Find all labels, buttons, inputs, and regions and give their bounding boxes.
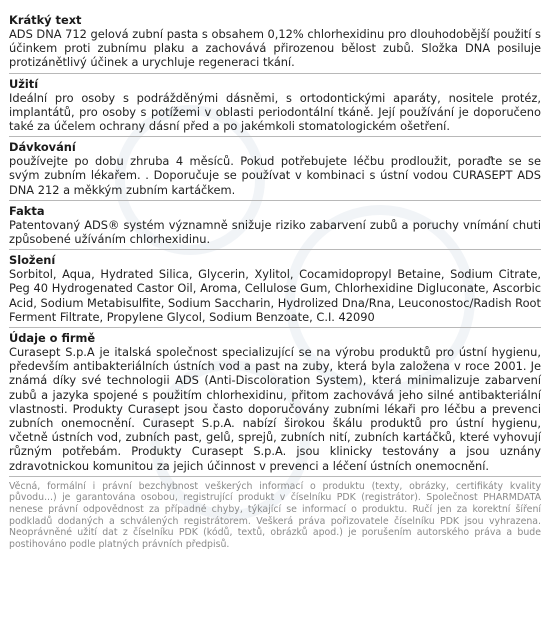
section-usage (9, 77, 541, 138)
section-body: Patentovaný ADS® systém významně snižuje riziko zabarvení zubů a poruchy vnímání chuti způsobené užíváním chlorhexidinu. (9, 217, 541, 247)
section-divider (9, 327, 541, 328)
section-body: ADS DNA 712 gelová zubní pasta s obsahem 0,12% chlorhexidinu pro dlouhodobější použití s účinkem proti zubnímu plaku a zachovává přirozenou bělost zubů. Složka DNA posiluje protizánětlivý účinek a urychluje regeneraci tkání. (9, 27, 541, 70)
section-composition (9, 253, 541, 328)
section-title: Dávkování (9, 140, 76, 155)
section-title: Krátký text (9, 13, 82, 27)
section-short-text (9, 13, 541, 74)
section-company-info (9, 331, 541, 477)
legal-disclaimer: Věcná, formální i právní bezchybnost veškerých informací o produktu (texty, obrázky, certifikáty kvality původu...) je garantována osobou, registrující produkt v číselníku PDK (registrátor). Společnost PHARMDATA nenese právní odpovědnost za případné chyby, týkající se informací o produktu. Ručí jen za korektní šíření podkladů dodaných a schválených registrátorem. Veškerá práva pořizovatele číselníku PDK jsou vyhrazena. Neoprávněné užití dat z číselníku PDK (kódů, textů, obrázků apod.) je porušením autorského práva a bude postihováno podle platných právních předpisů. (9, 480, 541, 550)
section-divider (9, 73, 541, 74)
section-divider (9, 476, 541, 477)
section-divider (9, 200, 541, 201)
section-body: používejte po dobu zhruba 4 měsíců. Pokud potřebujete léčbu prodloužit, poraďte se se svým zubním lékařem. . Doporučuje se používat v kombinaci s ústní vodou CURASEPT ADS DNA 212 a měkkým zubním kartáčkem. (9, 154, 541, 197)
section-body: Ideální pro osoby s podrážděnými dásněmi, s ortodontickými aparáty, nositele protéz, implantátů, pro osoby s potížemi v oblasti periodontální tkáně. Její používání je doporučeno také za účelem ochrany dásní před a po jakémkoli stomatologickém ošetření. (9, 90, 541, 134)
section-title: Fakta (9, 203, 45, 218)
section-title: Složení (9, 253, 56, 268)
section-title: Užití (9, 76, 39, 91)
section-divider (9, 249, 541, 250)
section-title: Údaje o firmě (9, 331, 96, 346)
section-divider (9, 136, 541, 137)
section-facts (9, 204, 541, 250)
section-body: Sorbitol, Aqua, Hydrated Silica, Glycerin, Xylitol, Cocamidopropyl Betaine, Sodium Citrate, Peg 40 Hydrogenated Castor Oil, Aroma, Cellulose Gum, Chlorhexidine Digluconate, Ascorbic Acid, Sodium Metabisulfite, Sodium Saccharin, Hydrolized Dna/Rna, Leuconostoc/Radish Root Ferment Filtrate, Propylene Glycol, Sodium Benzoate, C.I. 42090 (9, 267, 541, 324)
section-body: Curasept S.p.A je italská společnost specializující se na výrobu produktů pro ústní hygienu, především antibakteriálních ústních vod a past na zuby, která byla založena v roce 2001. Je známá díky své technologii ADS (Anti-Discoloration System), která minimalizuje zabarvení zubů a jazyka spojené s použitím chlorhexidinu, přitom zachovává jeho silné antibakteriální vlastnosti. Produkty Curasept jsou často doporučovány zubními lékaři pro léčbu a prevenci zubních onemocnění. Curasept S.p.A. nabízí širokou škálu produktů pro ústní hygienu, včetně ústních vod, zubních past, gelů, sprejů, zubních nití, zubních kartáčků, které vyhovují různým potřebám. Produkty Curasept S.p.A. jsou klinicky testovány a jsou uznány zdravotnickou komunitou za jejich účinnost v prevenci a léčení ústních onemocnění. (9, 345, 541, 473)
section-dosage (9, 140, 541, 201)
